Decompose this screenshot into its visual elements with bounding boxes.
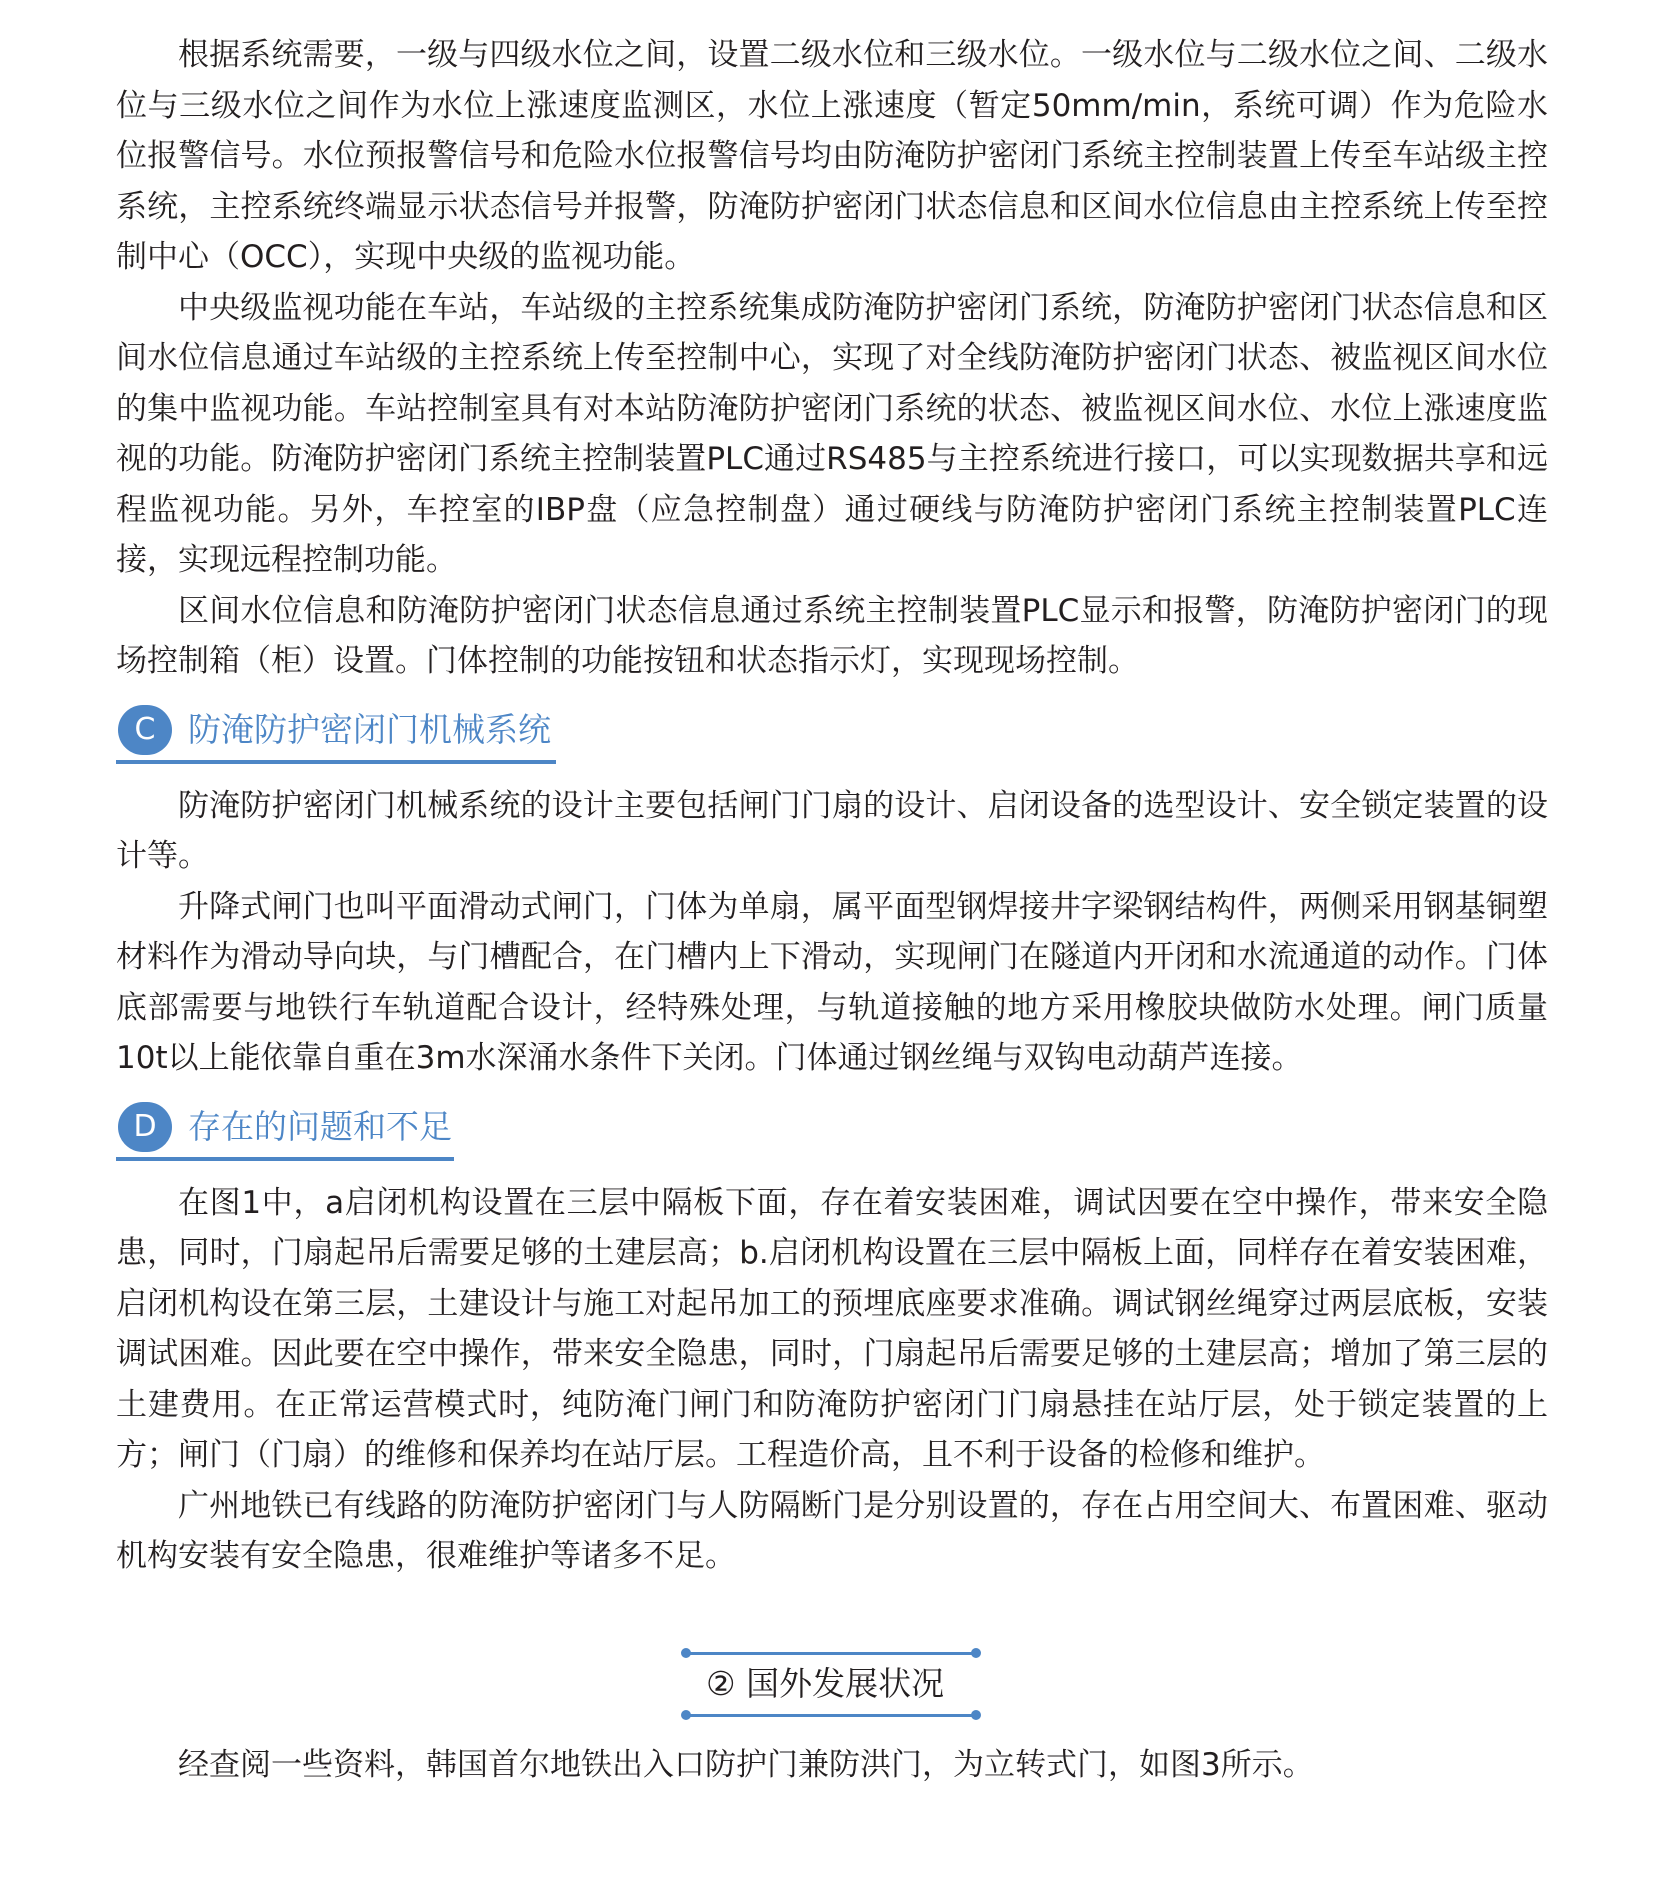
paragraph: 经查阅一些资料，韩国首尔地铁出入口防护门兼防洪门，为立转式门，如图3所示。 [178, 1746, 1314, 1783]
section-title-c: 防淹防护密闭门机械系统 [188, 709, 551, 749]
subsection-title: ② 国外发展状况 [706, 1663, 945, 1703]
heading-rule-bottom [685, 1714, 975, 1717]
rule-dot [681, 1648, 691, 1658]
section-heading-c [116, 699, 1548, 763]
paragraph: 广州地铁已有线路的防淹防护密闭门与人防隔断门是分别设置的，存在占用空间大、布置困难、驱动机构安装有安全隐患，很难维护等诸多不足。 [116, 1487, 1548, 1574]
section-title-d: 存在的问题和不足 [188, 1106, 452, 1146]
section-heading-d [116, 1096, 1548, 1160]
paragraph: 中央级监视功能在车站，车站级的主控系统集成防淹防护密闭门系统，防淹防护密闭门状态信息和区间水位信息通过车站级的主控系统上传至控制中心，实现了对全线防淹防护密闭门状态、被监视区间水位的集中监视功能。车站控制室具有对本站防淹防护密闭门系统的状态、被监视区间水位、水位上涨速度监视的功能。防淹防护密闭门系统主控制装置PLC通过RS485与主控系统进行接口，可以实现数据共享和远程监视功能。另外，车控室的IBP盘（应急控制盘）通过硬线与防淹防护密闭门系统主控制装置PLC连接，实现远程控制功能。 [116, 289, 1548, 578]
paragraph: 根据系统需要，一级与四级水位之间，设置二级水位和三级水位。一级水位与二级水位之间、二级水位与三级水位之间作为水位上涨速度监测区，水位上涨速度（暂定50mm/min，系统可调）作为危险水位报警信号。水位预报警信号和危险水位报警信号均由防淹防护密闭门系统主控制装置上传至车站级主控系统，主控系统终端显示状态信号并报警，防淹防护密闭门状态信息和区间水位信息由主控系统上传至控制中心（OCC），实现中央级的监视功能。 [116, 37, 1548, 275]
paragraph: 升降式闸门也叫平面滑动式闸门，门体为单扇，属平面型钢焊接井字梁钢结构件，两侧采用钢基铜塑材料作为滑动导向块，与门槽配合，在门槽内上下滑动，实现闸门在隧道内开闭和水流通道的动作。门体底部需要与地铁行车轨道配合设计，经特殊处理，与轨道接触的地方采用橡胶块做防水处理。闸门质量10t以上能依靠自重在3m水深涌水条件下关闭。门体通过钢丝绳与双钩电动葫芦连接。 [116, 888, 1548, 1076]
section-badge-d: D [118, 1102, 172, 1152]
section-underline [116, 760, 556, 764]
rule-dot [971, 1648, 981, 1658]
section-badge-c: C [118, 705, 172, 755]
paragraph: 在图1中，a启闭机构设置在三层中隔板下面，存在着安装困难，调试因要在空中操作，带来安全隐患，同时，门扇起吊后需要足够的土建层高；b.启闭机构设置在三层中隔板上面，同样存在着安装困难，启闭机构设在第三层，土建设计与施工对起吊加工的预埋底座要求准确。调试钢丝绳穿过两层底板，安装调试困难。因此要在空中操作，带来安全隐患，同时，门扇起吊后需要足够的土建层高；增加了第三层的土建费用。在正常运营模式时，纯防淹门闸门和防淹防护密闭门门扇悬挂在站厅层，处于锁定装置的上方；闸门（门扇）的维修和保养均在站厅层。工程造价高，且不利于设备的检修和维护。 [116, 1184, 1548, 1473]
subsection-heading [116, 1646, 1548, 1718]
rule-dot [681, 1710, 691, 1720]
section-underline [116, 1157, 454, 1161]
heading-rule-top [685, 1652, 975, 1655]
rule-dot [971, 1710, 981, 1720]
paragraph: 防淹防护密闭门机械系统的设计主要包括闸门门扇的设计、启闭设备的选型设计、安全锁定装置的设计等。 [116, 787, 1548, 874]
paragraph: 区间水位信息和防淹防护密闭门状态信息通过系统主控制装置PLC显示和报警，防淹防护密闭门的现场控制箱（柜）设置。门体控制的功能按钮和状态指示灯，实现现场控制。 [116, 592, 1548, 679]
document-page [116, 30, 1548, 1790]
